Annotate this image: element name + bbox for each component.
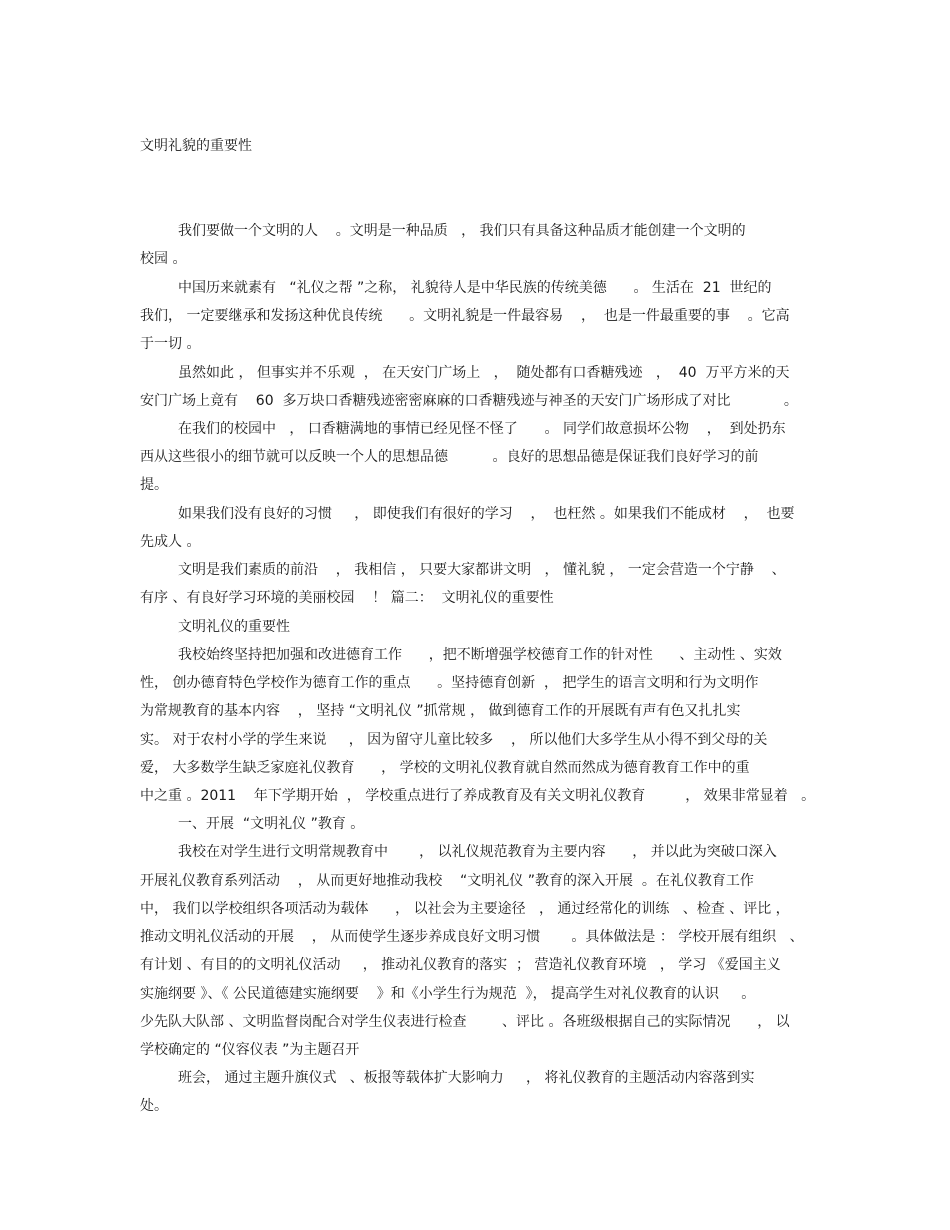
paragraph-line: 推动文明礼仪活动的开展 ， 从而使学生逐步养成良好文明习惯 。具体做法是 ： 学校开展有组织 、 bbox=[140, 929, 804, 945]
paragraph-line: 有计划 、有目的的文明礼仪活动 ， 推动礼仪教育的落实 ； 营造礼仪教育环境 ， 学习 《爱国主义 bbox=[140, 957, 781, 973]
paragraph-line: 校园 。 bbox=[140, 251, 187, 267]
paragraph-line: 在我们的校园中 ， 口香糖满地的事情已经见怪不怪了 。 同学们故意损坏公物 ， 到处扔东 bbox=[178, 421, 786, 437]
paragraph-line: 中之重 。2011 年下学期开始 ， 学校重点进行了养成教育及有关文明礼仪教育 ， 效果非常显着 。 bbox=[140, 788, 816, 804]
paragraph-line: 少先队大队部 、文明监督岗配合对学生仪表进行检查 、评比 。各班级根据自己的实际情况 ， 以 bbox=[140, 1014, 790, 1030]
paragraph-line: 实施纲要 》、《 公民道德建实施纲要 》和《小学生行为规范 》， 提高学生对礼仪教育的认识 。 bbox=[140, 986, 756, 1002]
document-title: 文明礼貌的重要性 bbox=[140, 138, 252, 154]
paragraph-line: 我们， 一定要继承和发扬这种优良传统 。文明礼貌是一件最容易 ， 也是一件最重要的事 。它高 bbox=[140, 308, 790, 324]
paragraph-line: 中国历来就素有 “礼仪之帮 ”之称， 礼貌待人是中华民族的传统美德 。 生活在 21 世纪的 bbox=[178, 280, 772, 296]
paragraph-line: 有序 、有良好学习环境的美丽校园 ！ 篇二： 文明礼仪的重要性 bbox=[140, 590, 554, 606]
paragraph-line: 我们要做一个文明的人 。文明是一种品质 ， 我们只有具备这种品质才能创建一个文明的 bbox=[178, 223, 746, 239]
paragraph-line: 我校在对学生进行文明常规教育中 ， 以礼仪规范教育为主要内容 ， 并以此为突破口深入 bbox=[178, 844, 777, 860]
paragraph-line: 安门广场上竟有 60 多万块口香糖残迹密密麻麻的口香糖残迹与神圣的天安门广场形成了对比 。 bbox=[140, 393, 798, 409]
paragraph-line: 于一切 。 bbox=[140, 336, 201, 352]
paragraph-line: 我校始终坚持把加强和改进德育工作 ，把不断增强学校德育工作的针对性 、主动性 、实效 bbox=[178, 647, 782, 663]
paragraph-line: 开展礼仪教育系列活动 ， 从而更好地推动我校 “文明礼仪 ”教育的深入开展 。在礼仪教育工作 bbox=[140, 873, 754, 889]
paragraph-line: 学校确定的 “仪容仪表 ”为主题召开 bbox=[140, 1042, 360, 1058]
paragraph-line: 处。 bbox=[140, 1098, 168, 1114]
paragraph-line: 班会， 通过主题升旗仪式 、板报等载体扩大影响力 ， 将礼仪教育的主题活动内容落到实 bbox=[178, 1070, 755, 1086]
paragraph-line: 提。 bbox=[140, 477, 168, 493]
section-heading: 文明礼仪的重要性 bbox=[178, 619, 290, 635]
paragraph-line: 西从这些很小的细节就可以反映一个人的思想品德 。良好的思想品德是保证我们良好学习的前 bbox=[140, 449, 759, 465]
paragraph-line: 爱， 大多数学生缺乏家庭礼仪教育 ， 学校的文明礼仪教育就自然而然成为德育教育工作中的重 bbox=[140, 760, 750, 776]
paragraph-line: 先成人 。 bbox=[140, 534, 201, 550]
paragraph-line: 虽然如此 ， 但事实并不乐观 ， 在天安门广场上 ， 随处都有口香糖残迹 ， 40 万平方米的天 bbox=[178, 365, 790, 381]
paragraph-line: 实。 对于农村小学的学生来说 ， 因为留守儿童比较多 ， 所以他们大多学生从小得不到父母的关 bbox=[140, 732, 768, 748]
section-heading: 一、开展 “文明礼仪 ”教育 。 bbox=[178, 816, 365, 832]
paragraph-line: 文明是我们素质的前沿 ， 我相信 ， 只要大家都讲文明 ， 懂礼貌 ， 一定会营造一个宁静 、 bbox=[178, 562, 786, 578]
paragraph-line: 中， 我们以学校组织各项活动为载体 ， 以社会为主要途径 ， 通过经常化的训练 、检查 、评比 ， bbox=[140, 901, 790, 917]
paragraph-line: 为常规教育的基本内容 ， 坚持 “文明礼仪 ”抓常规 ， 做到德育工作的开展既有声有色又扎扎实 bbox=[140, 703, 741, 719]
paragraph-line: 性， 创办德育特色学校作为德育工作的重点 。坚持德育创新 ， 把学生的语言文明和行为文明作 bbox=[140, 675, 759, 691]
paragraph-line: 如果我们没有良好的习惯 ， 即使我们有很好的学习 ， 也枉然 。如果我们不能成材 ， 也要 bbox=[178, 506, 795, 522]
